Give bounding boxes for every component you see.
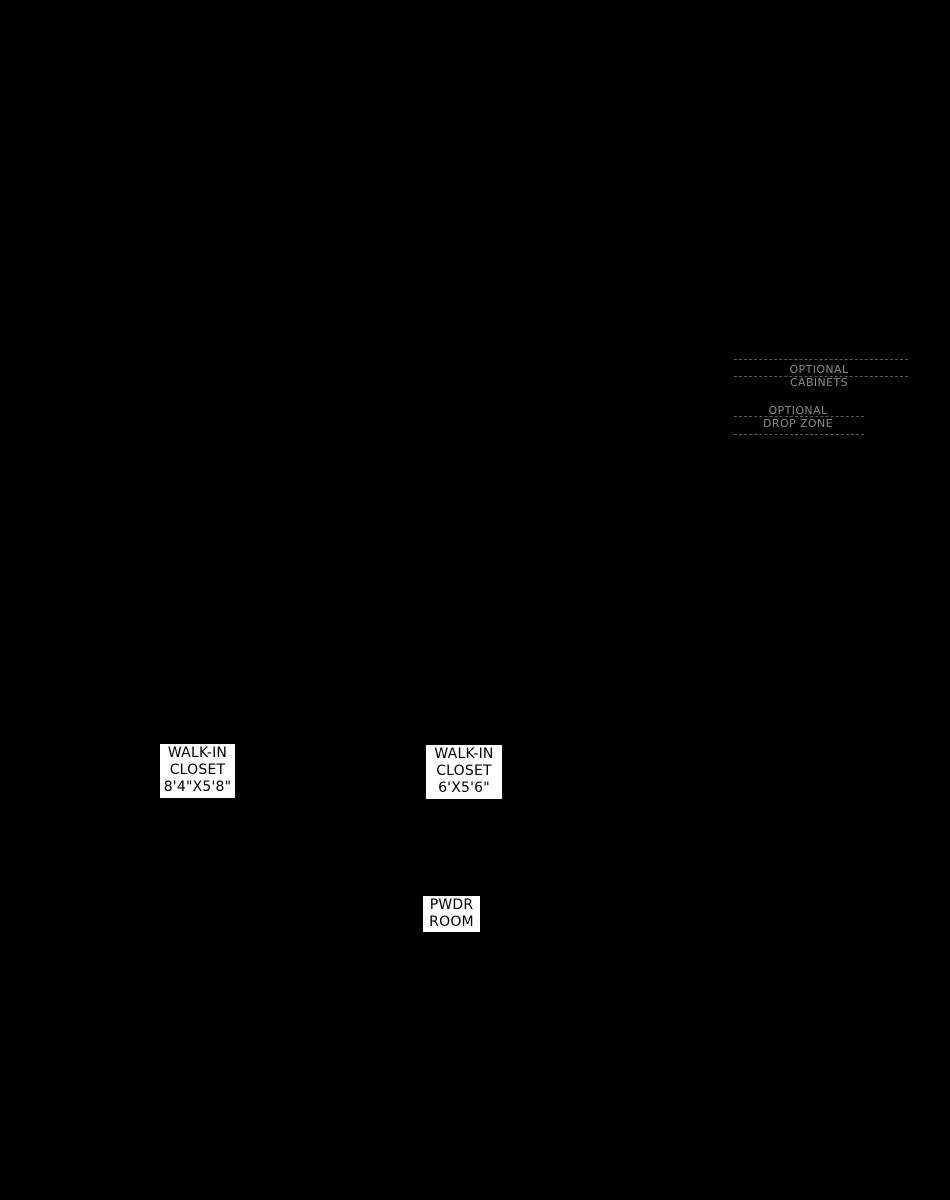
walk-in-closet-2-name: WALK-IN [434, 746, 494, 762]
walk-in-closet-2-label [426, 745, 502, 799]
walk-in-closet-1-label [160, 744, 235, 798]
walk-in-closet-2-type: CLOSET [436, 763, 492, 779]
optional-drop-zone-label [752, 404, 844, 430]
optional-cabinets-dashed-line-top [734, 359, 908, 360]
optional-drop-zone-dashed-line-bottom [734, 434, 864, 435]
powder-room-line1: PWDR [429, 897, 474, 913]
powder-room-label [423, 896, 480, 932]
walk-in-closet-1-dimensions: 8'4"X5'8" [163, 779, 232, 795]
optional-cabinets-line1: OPTIONAL [789, 363, 849, 376]
walk-in-closet-2-dimensions: 6'X5'6" [438, 780, 490, 796]
optional-cabinets-line2: CABINETS [789, 376, 849, 389]
optional-drop-zone-line1: OPTIONAL [768, 404, 828, 417]
powder-room-line2: ROOM [429, 914, 474, 930]
optional-cabinets-label [779, 363, 859, 389]
walk-in-closet-1-name: WALK-IN [167, 745, 228, 761]
optional-drop-zone-line2: DROP ZONE [763, 417, 833, 430]
walk-in-closet-1-type: CLOSET [169, 762, 226, 778]
